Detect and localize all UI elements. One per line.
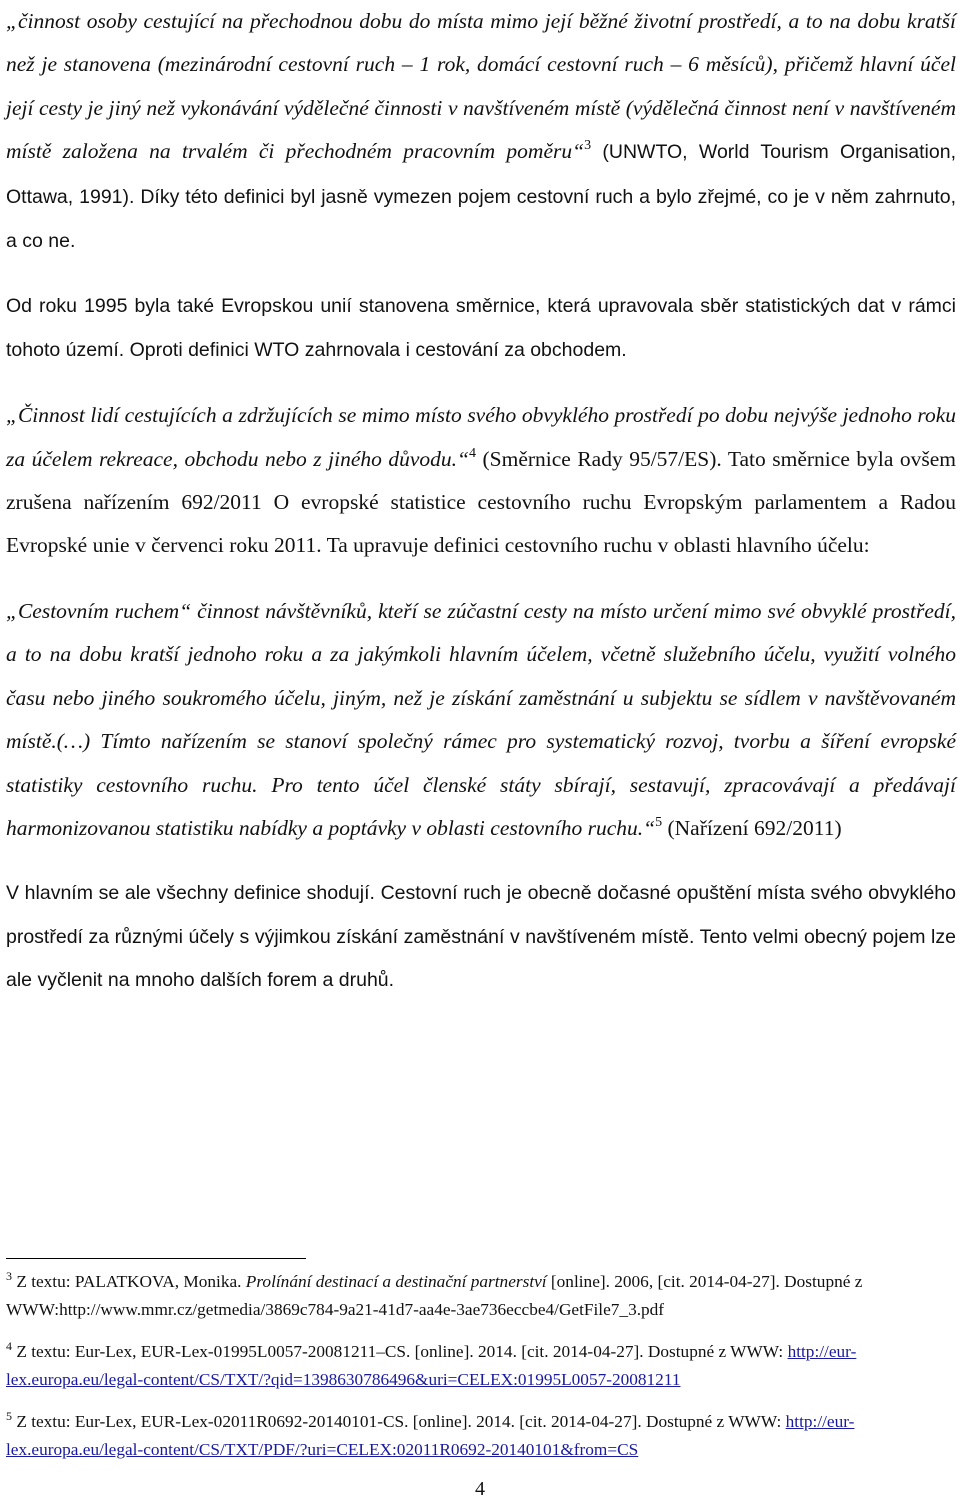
citation-source: (UNWTO, World Tourism Organisation, Ottawa, 1991).	[6, 141, 956, 208]
footnote-number: 3	[6, 1269, 12, 1283]
footnote-text: Z textu: Eur-Lex, EUR-Lex-01995L0057-20081211–CS. [online]. 2014. [cit. 2014-04-27]. Dostupné z WWW:	[12, 1342, 788, 1361]
paragraph-eu-directive: Od roku 1995 byla také Evropskou unií stanovena směrnice, která upravovala sběr statistických dat v rámci tohoto území. Oproti definici WTO zahrnovala i cestování za obchodem.	[6, 295, 956, 361]
paragraph-regulation-definition	[6, 590, 956, 850]
footnote-text: Z textu: Eur-Lex, EUR-Lex-02011R0692-20140101-CS. [online]. 2014. [cit. 2014-04-27]. Dostupné z WWW:	[12, 1412, 786, 1431]
paragraph-summary: V hlavním se ale všechny definice shodují. Cestovní ruch je obecně dočasné opuštění místa svého obvyklého prostředí za různými účely s výjimkou získání zaměstnání v navštíveném místě. Tento velmi obecný pojem lze ale vyčlenit na mnoho dalších forem a druhů.	[6, 882, 956, 992]
citation-source: (Nařízení 692/2011)	[662, 815, 842, 840]
footnote-3	[6, 1268, 956, 1324]
quoted-definition: „Činnost lidí cestujících a zdržujících se mimo místo svého obvyklého prostředí po dobu nejvýše jednoho roku za účelem rekreace, obchodu nebo z jiného důvodu.“	[6, 403, 956, 471]
footnote-ref[interactable]: 3	[584, 138, 592, 154]
document-body	[6, 0, 956, 1003]
footnote-text: [online]. 2006, [cit. 2014-04-27]. Dostupné z WWW:http://www.mmr.cz/getmedia/3869c784-9a21-41d7-aa4e-3ae736eccbe4/GetFile7_3.pdf	[6, 1272, 863, 1319]
quoted-definition: „činnost osoby cestující na přechodnou dobu do místa mimo její běžné životní prostředí, a to na dobu kratší než je stanovena (mezinárodní cestovní ruch – 1 rok, domácí cestovní ruch – 6 měsíců), přičemž hlavní účel její cesty je jiný než vykonávání výdělečné činnosti v navštíveném místě (výdělečná činnost není v navštíveném místě založena na trvalém či přechodném pracovním poměru“	[6, 9, 956, 164]
page-number: 4	[475, 1478, 485, 1500]
footnote-separator	[6, 1258, 306, 1259]
paragraph-unwto-definition	[6, 0, 956, 263]
citation-source: (Směrnice Rady 95/57/ES).	[475, 446, 722, 471]
paragraph-tail: Tato směrnice byla ovšem zrušena nařízením 692/2011 O evropské statistice cestovního ruchu Evropským parlamentem a Radou Evropské unie v červenci roku 2011. Ta upravuje definici cestovního ruchu v oblasti hlavního účelu:	[6, 446, 956, 558]
footnote-link[interactable]: http://eur-lex.europa.eu/legal-content/CS/TXT/?qid=1398630786496&uri=CELEX:01995L0057-20081211	[6, 1342, 857, 1389]
footnote-ref[interactable]: 5	[655, 814, 663, 830]
footnote-ref[interactable]: 4	[468, 445, 476, 461]
footnote-5	[6, 1408, 956, 1464]
footnote-text: Z textu: PALATKOVA, Monika.	[12, 1272, 246, 1291]
footnote-title: Prolínání destinací a destinační partnerství	[245, 1272, 547, 1291]
footnote-link[interactable]: http://eur-lex.europa.eu/legal-content/CS/TXT/PDF/?uri=CELEX:02011R0692-20140101&from=CS	[6, 1412, 855, 1459]
paragraph-tail: Díky této definici byl jasně vymezen pojem cestovní ruch a bylo zřejmé, co je v něm zahrnuto, a co ne.	[6, 185, 956, 253]
quoted-definition: „Cestovním ruchem“ činnost návštěvníků, kteří se zúčastní cesty na místo určení mimo své obvyklé prostředí, a to na dobu kratší jednoho roku a za jakýmkoli hlavním účelem, včetně služebního účelu, využití volného času nebo jiného soukromého účelu, jiným, než je získání zaměstnání u subjektu se sídlem v navštěvovaném místě.(…) Tímto nařízením se stanoví společný rámec pro systematický rozvoj, tvorbu a šíření evropské statistiky cestovního ruchu. Pro tento účel členské státy sbírají, sestavují, zpracovávají a předávají harmonizovanou statistiku nabídky a poptávky v oblasti cestovního ruchu.“	[6, 598, 956, 840]
footnote-number: 5	[6, 1409, 12, 1423]
footnote-number: 4	[6, 1339, 12, 1353]
footnote-4	[6, 1338, 956, 1394]
paragraph-directive-definition	[6, 394, 956, 568]
footnotes	[6, 1268, 956, 1478]
